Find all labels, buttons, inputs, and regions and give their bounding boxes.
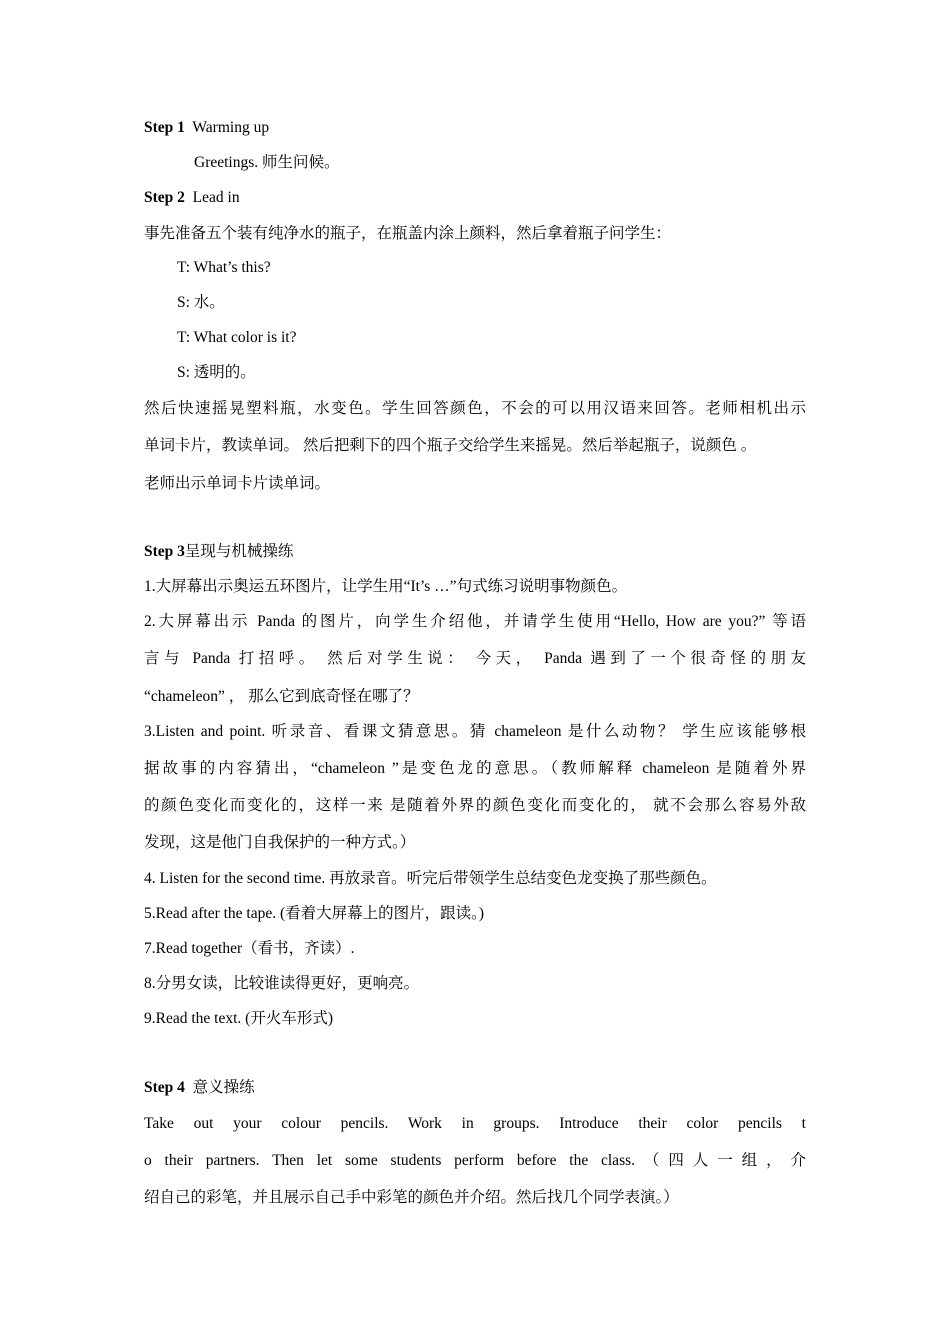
step1-greeting: Greetings. 师生问候。: [194, 154, 340, 171]
step1-label: Step 1: [144, 119, 185, 136]
step3-line: 9.Read the text. (开火车形式): [144, 1010, 333, 1027]
step3-line: 5.Read after the tape. (看着大屏幕上的图片，跟读。): [144, 905, 485, 922]
step1-title: Warming up: [192, 119, 270, 136]
step3-line: 的颜色变化而变化的，这样一来 是随着外界的颜色变化而变化的， 就不会那么容易外敌: [144, 797, 806, 814]
step2-paragraph-line: 单词卡片，教读单词。 然后把剩下的四个瓶子交给学生来摇晃。然后举起瓶子，说颜色 。: [144, 437, 757, 454]
dialogue-line: T: What color is it?: [177, 329, 297, 346]
step2-paragraph-line: 然后快速摇晃塑料瓶，水变色。学生回答颜色，不会的可以用汉语来回答。老师相机出示: [144, 400, 806, 417]
step3-line: 4. Listen for the second time. 再放录音。听完后带领学生总结变色龙变换了那些颜色。: [144, 870, 717, 887]
step3-label: Step 3: [144, 543, 185, 560]
step3-line: “chameleon” ， 那么它到底奇怪在哪了？: [144, 688, 419, 705]
step3-line: 2.大屏幕出示 Panda 的图片，向学生介绍他，并请学生使用“Hello, How are you?” 等语: [144, 613, 806, 630]
step3-line: 言与 Panda 打招呼。 然后对学生说： 今天， Panda 遇到了一个很奇怪的朋友: [144, 650, 806, 667]
step4-heading: [144, 1078, 255, 1098]
step4-title: 意义操练: [192, 1079, 255, 1096]
step1-heading: [144, 118, 269, 138]
step3-title: 呈现与机械操练: [184, 543, 294, 560]
step2-intro: 事先准备五个装有纯净水的瓶子，在瓶盖内涂上颜料，然后拿着瓶子问学生：: [144, 225, 672, 242]
step4-label: Step 4: [144, 1079, 185, 1096]
step3-line: 1.大屏幕出示奥运五环图片，让学生用“It’s …”句式练习说明事物颜色。: [144, 578, 628, 595]
dialogue-line: T: What’s this?: [177, 259, 271, 276]
step3-heading: [144, 542, 293, 562]
step3-line: 据故事的内容猜出，“chameleon ”是变色龙的意思。（教师解释 chameleon 是随着外界: [144, 760, 806, 777]
step2-paragraph-line: 老师出示单词卡片读单词。: [144, 475, 331, 492]
step3-line: 8.分男女读，比较谁读得更好，更响亮。: [144, 975, 420, 992]
step2-label: Step 2: [144, 189, 185, 206]
step4-line: 绍自己的彩笔，并且展示自己手中彩笔的颜色并介绍。然后找几个同学表演。）: [144, 1189, 679, 1206]
step3-line: 3.Listen and point. 听录音、看课文猜意思。猜 chameleon 是什么动物？ 学生应该能够根: [144, 723, 806, 740]
step4-line: o their partners. Then let some students perform before the class.（四人一组，介: [144, 1152, 806, 1169]
step3-line: 7.Read together（看书，齐读）.: [144, 940, 355, 957]
dialogue-line: S: 水。: [177, 294, 225, 311]
step4-line: Take out your colour pencils. Work in groups. Introduce their color pencils t: [144, 1115, 806, 1132]
dialogue-line: S: 透明的。: [177, 364, 256, 381]
step3-line: 发现，这是他门自我保护的一种方式。）: [144, 834, 416, 851]
step2-title: Lead in: [192, 189, 240, 206]
step2-heading: [144, 188, 240, 208]
